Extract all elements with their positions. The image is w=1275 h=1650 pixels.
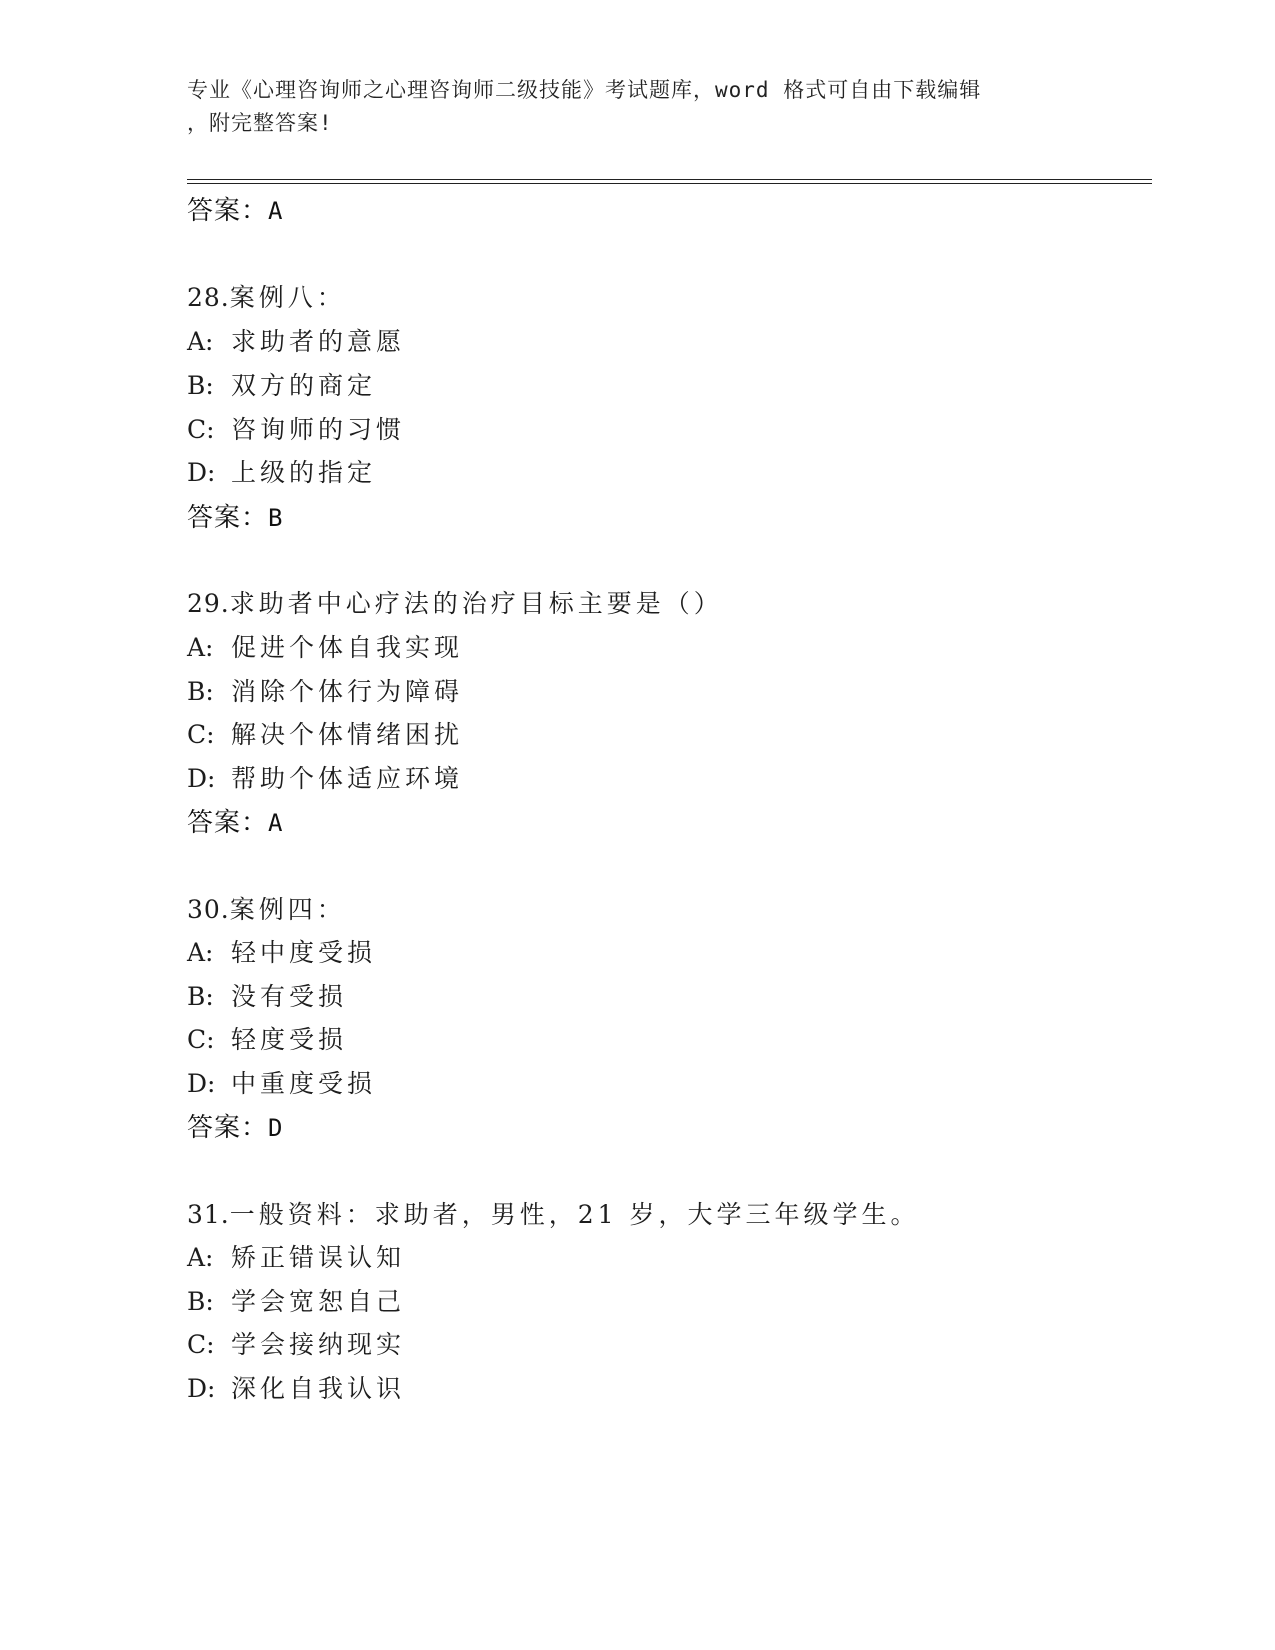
question-number: 31. [187, 1200, 230, 1229]
q28-option-d [187, 453, 376, 489]
q28-option-a [187, 322, 405, 358]
q29-option-c [187, 715, 463, 751]
option-text: 咨询师的习惯 [231, 415, 406, 444]
answer-label: 答案： [187, 196, 269, 226]
header-line-1: 专业《心理咨询师之心理咨询师二级技能》考试题库，word 格式可自由下载编辑 [187, 78, 982, 102]
question-text: 案例八： [229, 283, 346, 312]
option-key: C: [187, 1025, 215, 1054]
option-key: D: [187, 764, 216, 793]
option-text: 中重度受损 [231, 1069, 377, 1098]
option-key: C: [187, 1330, 215, 1359]
answer-label: 答案： [187, 1113, 269, 1143]
question-text: 一般资料：求助者，男性，21 岁，大学三年级学生。 [229, 1200, 920, 1229]
option-key: D: [187, 1069, 216, 1098]
option-text: 深化自我认识 [231, 1374, 406, 1403]
question-number: 29. [187, 589, 230, 618]
option-text: 没有受损 [231, 982, 348, 1011]
option-text: 促进个体自我实现 [231, 633, 464, 662]
option-text: 上级的指定 [231, 458, 377, 487]
option-text: 求助者的意愿 [231, 327, 406, 356]
answer-previous [187, 190, 283, 227]
q30-option-b [187, 977, 347, 1013]
q30-option-a [187, 933, 376, 969]
document-header [187, 74, 1087, 140]
option-key: A: [187, 938, 214, 967]
header-line-2: ，附完整答案! [187, 111, 333, 135]
q30-answer [187, 1107, 283, 1144]
option-text: 矫正错误认知 [231, 1243, 406, 1272]
option-text: 学会宽恕自己 [231, 1287, 406, 1316]
option-text: 轻度受损 [231, 1025, 348, 1054]
question-29 [187, 584, 723, 620]
option-key: D: [187, 458, 216, 487]
option-key: C: [187, 415, 215, 444]
q28-option-c [187, 410, 405, 446]
q31-option-d [187, 1369, 405, 1405]
option-key: B: [187, 371, 214, 400]
option-text: 双方的商定 [231, 371, 377, 400]
option-key: D: [187, 1374, 216, 1403]
option-key: B: [187, 982, 214, 1011]
answer-value: A [268, 809, 284, 837]
answer-value: B [268, 504, 284, 532]
option-text: 轻中度受损 [231, 938, 377, 967]
q31-option-c [187, 1325, 405, 1361]
option-key: A: [187, 327, 214, 356]
option-text: 帮助个体适应环境 [231, 764, 464, 793]
q29-option-b [187, 672, 463, 708]
option-text: 学会接纳现实 [231, 1330, 406, 1359]
answer-label: 答案： [187, 808, 269, 838]
q30-option-d [187, 1064, 376, 1100]
question-number: 30. [187, 895, 230, 924]
q29-answer [187, 802, 283, 839]
option-key: C: [187, 720, 215, 749]
q31-option-b [187, 1282, 405, 1318]
q31-option-a [187, 1238, 405, 1274]
question-text: 案例四： [229, 895, 346, 924]
q28-option-b [187, 366, 376, 402]
question-text: 求助者中心疗法的治疗目标主要是（） [229, 589, 723, 618]
option-text: 消除个体行为障碍 [231, 677, 464, 706]
q28-answer [187, 497, 283, 534]
option-key: A: [187, 633, 214, 662]
question-30 [187, 890, 346, 926]
option-key: B: [187, 677, 214, 706]
question-number: 28. [187, 283, 230, 312]
answer-label: 答案： [187, 503, 269, 533]
header-divider-bottom [187, 183, 1152, 184]
q29-option-d [187, 759, 463, 795]
header-divider-top [187, 179, 1152, 180]
answer-value: D [268, 1114, 284, 1142]
q29-option-a [187, 628, 463, 664]
option-text: 解决个体情绪困扰 [231, 720, 464, 749]
answer-value: A [268, 197, 284, 225]
option-key: A: [187, 1243, 214, 1272]
option-key: B: [187, 1287, 214, 1316]
question-28 [187, 278, 346, 314]
question-31 [187, 1195, 920, 1231]
q30-option-c [187, 1020, 347, 1056]
